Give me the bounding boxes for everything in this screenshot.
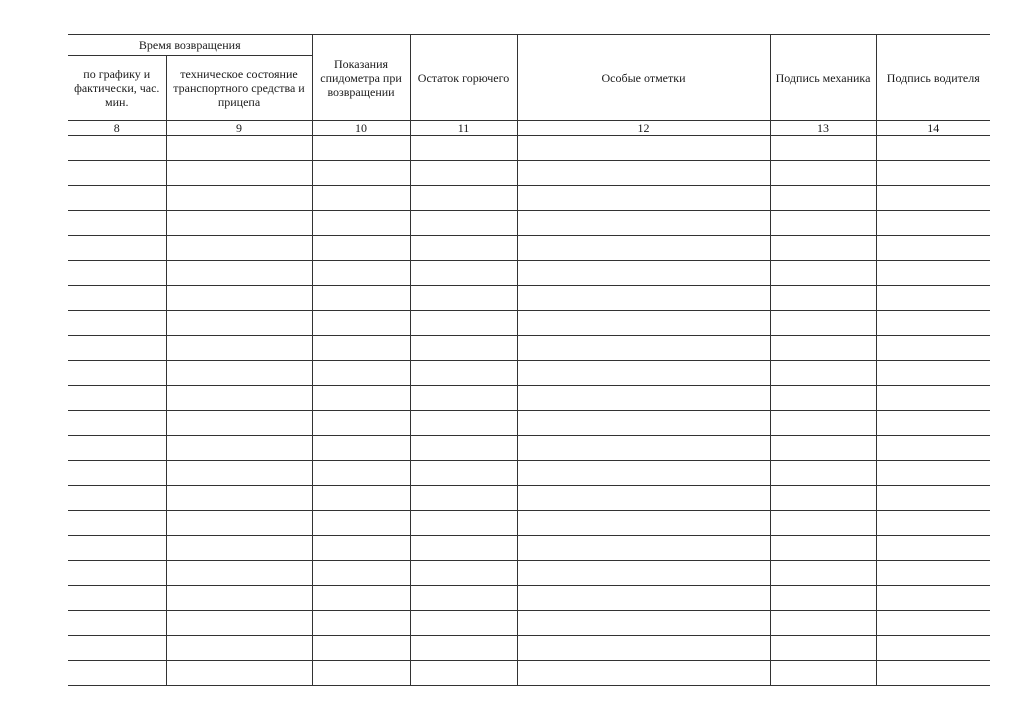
cell-fuel-remaining[interactable] [410, 661, 517, 686]
cell-special-notes[interactable] [517, 636, 770, 661]
cell-mechanic-signature[interactable] [770, 136, 876, 161]
cell-special-notes[interactable] [517, 236, 770, 261]
cell-special-notes[interactable] [517, 361, 770, 386]
column-number: 9 [166, 121, 312, 136]
cell-technical-condition[interactable] [166, 436, 312, 461]
column-number: 11 [410, 121, 517, 136]
cell-mechanic-signature[interactable] [770, 586, 876, 611]
cell-driver-signature[interactable] [876, 361, 990, 386]
column-number: 14 [876, 121, 990, 136]
cell-technical-condition[interactable] [166, 186, 312, 211]
cell-driver-signature[interactable] [876, 161, 990, 186]
cell-technical-condition[interactable] [166, 511, 312, 536]
cell-mechanic-signature[interactable] [770, 661, 876, 686]
cell-mechanic-signature[interactable] [770, 236, 876, 261]
table-row [68, 486, 990, 511]
column-number: 8 [68, 121, 166, 136]
cell-technical-condition[interactable] [166, 561, 312, 586]
cell-driver-signature[interactable] [876, 511, 990, 536]
header-mechanic-signature: Подпись механика [770, 35, 876, 121]
cell-schedule-actual[interactable] [68, 311, 166, 336]
cell-driver-signature[interactable] [876, 336, 990, 361]
cell-special-notes[interactable] [517, 211, 770, 236]
cell-speedometer-reading[interactable] [312, 486, 410, 511]
cell-driver-signature[interactable] [876, 561, 990, 586]
cell-schedule-actual[interactable] [68, 561, 166, 586]
cell-speedometer-reading[interactable] [312, 136, 410, 161]
cell-fuel-remaining[interactable] [410, 336, 517, 361]
cell-driver-signature[interactable] [876, 636, 990, 661]
cell-technical-condition[interactable] [166, 361, 312, 386]
cell-schedule-actual[interactable] [68, 411, 166, 436]
cell-schedule-actual[interactable] [68, 236, 166, 261]
cell-special-notes[interactable] [517, 536, 770, 561]
cell-speedometer-reading[interactable] [312, 536, 410, 561]
header-special-notes: Особые отметки [517, 35, 770, 121]
cell-schedule-actual[interactable] [68, 186, 166, 211]
cell-driver-signature[interactable] [876, 236, 990, 261]
column-number: 12 [517, 121, 770, 136]
cell-mechanic-signature[interactable] [770, 161, 876, 186]
header-return-time: Время возвращения [68, 35, 312, 56]
cell-fuel-remaining[interactable] [410, 186, 517, 211]
cell-mechanic-signature[interactable] [770, 611, 876, 636]
cell-speedometer-reading[interactable] [312, 386, 410, 411]
cell-special-notes[interactable] [517, 486, 770, 511]
cell-schedule-actual[interactable] [68, 386, 166, 411]
cell-special-notes[interactable] [517, 436, 770, 461]
cell-mechanic-signature[interactable] [770, 636, 876, 661]
cell-schedule-actual[interactable] [68, 586, 166, 611]
cell-fuel-remaining[interactable] [410, 211, 517, 236]
cell-driver-signature[interactable] [876, 461, 990, 486]
cell-mechanic-signature[interactable] [770, 511, 876, 536]
cell-speedometer-reading[interactable] [312, 286, 410, 311]
cell-speedometer-reading[interactable] [312, 311, 410, 336]
table-row [68, 586, 990, 611]
table-row [68, 211, 990, 236]
header-speedometer-reading: Показания спидометра при возвращении [312, 35, 410, 121]
cell-driver-signature[interactable] [876, 436, 990, 461]
cell-technical-condition[interactable] [166, 261, 312, 286]
cell-schedule-actual[interactable] [68, 661, 166, 686]
cell-special-notes[interactable] [517, 161, 770, 186]
table-row [68, 311, 990, 336]
cell-technical-condition[interactable] [166, 311, 312, 336]
cell-speedometer-reading[interactable] [312, 361, 410, 386]
cell-schedule-actual[interactable] [68, 536, 166, 561]
cell-mechanic-signature[interactable] [770, 461, 876, 486]
table-row [68, 361, 990, 386]
cell-special-notes[interactable] [517, 511, 770, 536]
cell-schedule-actual[interactable] [68, 336, 166, 361]
cell-driver-signature[interactable] [876, 611, 990, 636]
cell-mechanic-signature[interactable] [770, 436, 876, 461]
cell-schedule-actual[interactable] [68, 461, 166, 486]
cell-technical-condition[interactable] [166, 236, 312, 261]
cell-schedule-actual[interactable] [68, 486, 166, 511]
cell-mechanic-signature[interactable] [770, 386, 876, 411]
table-row [68, 436, 990, 461]
cell-schedule-actual[interactable] [68, 611, 166, 636]
cell-speedometer-reading[interactable] [312, 511, 410, 536]
cell-technical-condition[interactable] [166, 336, 312, 361]
cell-special-notes[interactable] [517, 561, 770, 586]
cell-technical-condition[interactable] [166, 211, 312, 236]
cell-special-notes[interactable] [517, 136, 770, 161]
cell-technical-condition[interactable] [166, 386, 312, 411]
cell-driver-signature[interactable] [876, 411, 990, 436]
cell-speedometer-reading[interactable] [312, 161, 410, 186]
cell-speedometer-reading[interactable] [312, 436, 410, 461]
table-row [68, 411, 990, 436]
header-schedule-actual: по графику и фактически, час. мин. [68, 56, 166, 121]
cell-mechanic-signature[interactable] [770, 186, 876, 211]
cell-fuel-remaining[interactable] [410, 411, 517, 436]
cell-technical-condition[interactable] [166, 136, 312, 161]
cell-schedule-actual[interactable] [68, 261, 166, 286]
cell-special-notes[interactable] [517, 311, 770, 336]
cell-fuel-remaining[interactable] [410, 486, 517, 511]
cell-special-notes[interactable] [517, 586, 770, 611]
cell-special-notes[interactable] [517, 261, 770, 286]
header-driver-signature: Подпись водителя [876, 35, 990, 121]
cell-schedule-actual[interactable] [68, 436, 166, 461]
cell-speedometer-reading[interactable] [312, 186, 410, 211]
table-row [68, 511, 990, 536]
table-row [68, 611, 990, 636]
column-number-row [68, 121, 990, 136]
cell-fuel-remaining[interactable] [410, 386, 517, 411]
table-row [68, 636, 990, 661]
cell-special-notes[interactable] [517, 661, 770, 686]
table-row [68, 236, 990, 261]
cell-speedometer-reading[interactable] [312, 636, 410, 661]
column-number: 10 [312, 121, 410, 136]
table-row [68, 261, 990, 286]
cell-schedule-actual[interactable] [68, 136, 166, 161]
cell-speedometer-reading[interactable] [312, 661, 410, 686]
cell-special-notes[interactable] [517, 411, 770, 436]
cell-driver-signature[interactable] [876, 186, 990, 211]
cell-fuel-remaining[interactable] [410, 161, 517, 186]
cell-fuel-remaining[interactable] [410, 461, 517, 486]
column-number: 13 [770, 121, 876, 136]
cell-mechanic-signature[interactable] [770, 561, 876, 586]
cell-driver-signature[interactable] [876, 386, 990, 411]
cell-fuel-remaining[interactable] [410, 261, 517, 286]
cell-fuel-remaining[interactable] [410, 311, 517, 336]
cell-speedometer-reading[interactable] [312, 586, 410, 611]
cell-mechanic-signature[interactable] [770, 211, 876, 236]
table-row [68, 286, 990, 311]
cell-special-notes[interactable] [517, 386, 770, 411]
table-row [68, 136, 990, 161]
cell-fuel-remaining[interactable] [410, 536, 517, 561]
cell-speedometer-reading[interactable] [312, 261, 410, 286]
cell-technical-condition[interactable] [166, 486, 312, 511]
cell-mechanic-signature[interactable] [770, 361, 876, 386]
header-fuel-remaining: Остаток горючего [410, 35, 517, 121]
cell-driver-signature[interactable] [876, 211, 990, 236]
cell-driver-signature[interactable] [876, 286, 990, 311]
cell-special-notes[interactable] [517, 186, 770, 211]
cell-fuel-remaining[interactable] [410, 236, 517, 261]
cell-special-notes[interactable] [517, 461, 770, 486]
table-row [68, 336, 990, 361]
cell-schedule-actual[interactable] [68, 211, 166, 236]
cell-driver-signature[interactable] [876, 536, 990, 561]
cell-driver-signature[interactable] [876, 486, 990, 511]
cell-speedometer-reading[interactable] [312, 411, 410, 436]
cell-technical-condition[interactable] [166, 411, 312, 436]
table-row [68, 186, 990, 211]
header-row-1 [68, 35, 990, 56]
cell-schedule-actual[interactable] [68, 161, 166, 186]
cell-technical-condition[interactable] [166, 611, 312, 636]
table-row [68, 461, 990, 486]
cell-speedometer-reading[interactable] [312, 211, 410, 236]
cell-fuel-remaining[interactable] [410, 286, 517, 311]
cell-driver-signature[interactable] [876, 586, 990, 611]
header-technical-condition: техническое состояние транспортного средства и прицепа [166, 56, 312, 121]
cell-technical-condition[interactable] [166, 636, 312, 661]
cell-speedometer-reading[interactable] [312, 336, 410, 361]
cell-fuel-remaining[interactable] [410, 636, 517, 661]
cell-speedometer-reading[interactable] [312, 236, 410, 261]
cell-driver-signature[interactable] [876, 661, 990, 686]
cell-technical-condition[interactable] [166, 661, 312, 686]
cell-schedule-actual[interactable] [68, 361, 166, 386]
cell-schedule-actual[interactable] [68, 286, 166, 311]
cell-technical-condition[interactable] [166, 586, 312, 611]
cell-fuel-remaining[interactable] [410, 436, 517, 461]
cell-driver-signature[interactable] [876, 311, 990, 336]
cell-mechanic-signature[interactable] [770, 411, 876, 436]
cell-fuel-remaining[interactable] [410, 561, 517, 586]
cell-technical-condition[interactable] [166, 536, 312, 561]
cell-driver-signature[interactable] [876, 136, 990, 161]
cell-special-notes[interactable] [517, 336, 770, 361]
cell-speedometer-reading[interactable] [312, 461, 410, 486]
table-row [68, 661, 990, 686]
return-log-table [68, 34, 990, 686]
cell-driver-signature[interactable] [876, 261, 990, 286]
cell-special-notes[interactable] [517, 286, 770, 311]
cell-mechanic-signature[interactable] [770, 486, 876, 511]
cell-technical-condition[interactable] [166, 161, 312, 186]
cell-schedule-actual[interactable] [68, 511, 166, 536]
cell-mechanic-signature[interactable] [770, 261, 876, 286]
cell-fuel-remaining[interactable] [410, 136, 517, 161]
cell-mechanic-signature[interactable] [770, 536, 876, 561]
cell-fuel-remaining[interactable] [410, 611, 517, 636]
cell-speedometer-reading[interactable] [312, 611, 410, 636]
cell-special-notes[interactable] [517, 611, 770, 636]
cell-technical-condition[interactable] [166, 286, 312, 311]
cell-fuel-remaining[interactable] [410, 511, 517, 536]
table-row [68, 161, 990, 186]
cell-fuel-remaining[interactable] [410, 586, 517, 611]
cell-technical-condition[interactable] [166, 461, 312, 486]
cell-mechanic-signature[interactable] [770, 311, 876, 336]
cell-mechanic-signature[interactable] [770, 286, 876, 311]
cell-speedometer-reading[interactable] [312, 561, 410, 586]
cell-schedule-actual[interactable] [68, 636, 166, 661]
table-row [68, 386, 990, 411]
cell-mechanic-signature[interactable] [770, 336, 876, 361]
table-row [68, 536, 990, 561]
cell-fuel-remaining[interactable] [410, 361, 517, 386]
table-row [68, 561, 990, 586]
